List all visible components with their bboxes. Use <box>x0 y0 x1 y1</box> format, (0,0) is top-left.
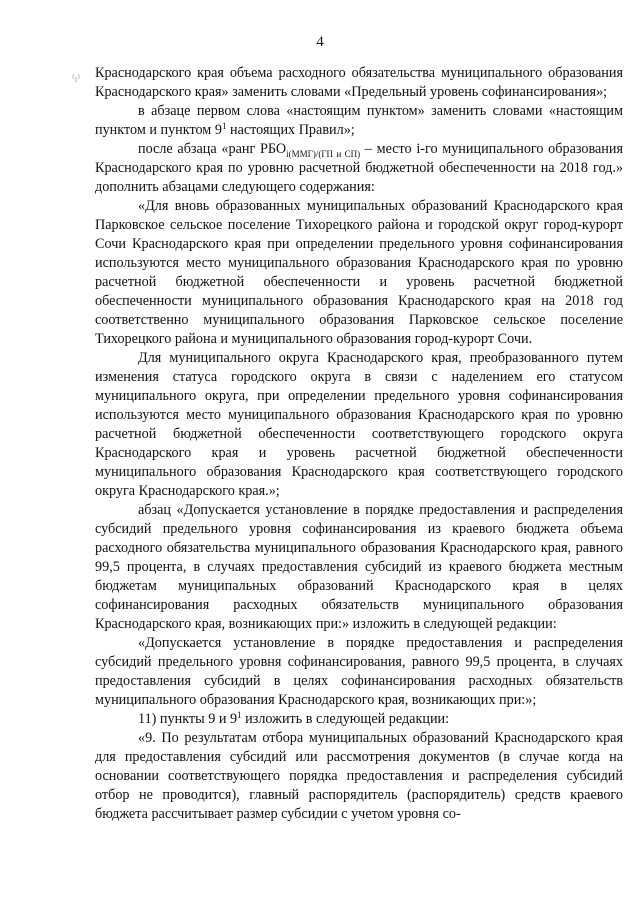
paragraph-continuation: Краснодарского края объема расходного обязательства муниципального образования Краснодарского края» заменить словами «Предельный уровень софинансирования»; <box>95 65 623 100</box>
paragraph-text: после абзаца «ранг РБО <box>138 141 287 157</box>
subscript: i(ММГ)/(ГП и СП) <box>286 149 361 159</box>
scan-mark-icon: ⁽ₗ⁾ <box>72 73 81 85</box>
paragraph-rank-rbo <box>95 140 623 197</box>
paragraph-new-municipalities: «Для вновь образованных муниципальных образований Краснодарского края Парковское сельское поселение Тихорецкого района и городской округ город-курорт Сочи Краснодарского края при определении предельного уровня софинансирования используются место муниципального образования Краснодарского края по уровню расчетной бюджетной обеспеченности и уровень расчетной бюджетной обеспеченности муниципального образования Краснодарского края на 2018 год соответственно муниципального образования Парковское сельское поселение Тихорецкого района и муниципального образования город-курорт Сочи. <box>95 198 623 347</box>
paragraph-municipal-okrug: Для муниципального округа Краснодарского края, преобразованного путем изменения статуса городского округа в связи с наделением его статусом муниципального округа, при определении предельного уровня софинансирования используются место муниципального образования Краснодарского края по уровню расчетной бюджетной обеспеченности соответствующего городского округа Краснодарского края и уровень расчетной бюджетной обеспеченности муниципального образования Краснодарского края соответствующего городского округа Краснодарского края.»; <box>95 350 623 499</box>
paragraph-new-wording: «Допускается установление в порядке предоставления и распределения субсидий предельного уровня софинансирования, равного 99,5 процента, в случаях предоставления субсидий в целях софинансирования расходных обязательств муниципального образования Краснодарского края, возникающих при:»; <box>95 635 623 708</box>
paragraph-text: в абзаце первом слова «настоящим пунктом» заменить словами «настоящим пунктом и пунктом 9 <box>95 103 623 138</box>
document-body <box>95 64 623 824</box>
paragraph-text: настоящих Правил»; <box>226 122 355 138</box>
paragraph-point-9: «9. По результатам отбора муниципальных образований Краснодарского края для предоставления субсидий или рассмотрения документов (в случае когда на основании соответствующего порядка предоставления и распределения субсидий отбор не проводится), главный распорядитель (распорядитель) средств краевого бюджета рассчитывает размер субсидии с учетом уровня со- <box>95 730 623 822</box>
page-number: 4 <box>316 34 324 50</box>
paragraph-first-abzac-amendment <box>95 102 623 140</box>
paragraph-abzac-replacement: абзац «Допускается установление в порядке предоставления и распределения субсидий предельного уровня софинансирования из краевого бюджета объема расходного обязательства муниципального образования Краснодарского края, равного 99,5 процента, в случаях предоставления субсидий из краевого бюджета местным бюджетам муниципальных образований Краснодарского края в целях софинансирования расходных обязательств муниципального образования Краснодарского края, возникающих при:» изложить в следующей редакции: <box>95 502 623 632</box>
paragraph-item-11 <box>95 710 623 729</box>
superscript: 1 <box>237 710 242 720</box>
paragraph-text: изложить в следующей редакции: <box>241 711 450 727</box>
paragraph-text: 11) пункты 9 и 9 <box>138 711 238 727</box>
paragraph-text: – место i-го муниципального образования Краснодарского края по уровню расчетной бюджетной обеспеченности на 2018 год.» дополнить абзацами следующего содержания: <box>95 141 624 195</box>
superscript: 1 <box>221 121 227 131</box>
